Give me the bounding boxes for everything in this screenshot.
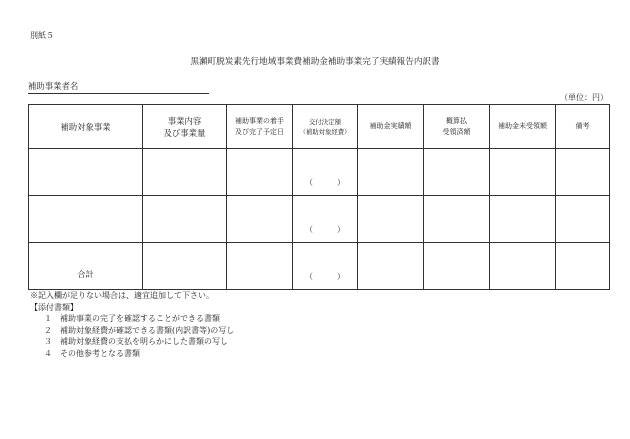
table-cell [490,243,556,290]
table-cell [556,196,610,243]
table-cell [490,196,556,243]
project-cell [29,149,143,196]
column-header [293,105,358,149]
table-body [29,149,610,290]
column-header [556,105,610,149]
table-cell [143,196,227,243]
attachment-item: ３ 補助対象経費の支払を明らかにした書類の写し [44,337,228,347]
document-title: 黒瀬町脱炭素先行地域事業費補助金補助事業完了実績報告内訳書 [190,57,440,67]
column-header-line: 備考 [575,122,590,130]
table-header-row [29,105,610,149]
column-header-line: 概算払 [446,116,467,125]
table-cell [490,149,556,196]
project-cell [29,243,143,290]
table-cell [358,149,424,196]
unit-label: （単位：円） [560,93,608,102]
column-header-line: 補助対象事業 [60,121,111,132]
column-header [490,105,556,149]
column-header-line: （補助対象経費） [299,127,351,136]
table-cell [227,149,293,196]
column-header-line: 補助金未受領額 [498,122,547,130]
decision-amount-cell [293,243,358,290]
table-cell [227,196,293,243]
column-header-line: 補助事業の着手 [235,116,284,125]
column-header-line: 事業内容 [167,115,202,126]
attachment-item: １ 補助事業の完了を確認することができる書類 [44,314,220,324]
column-header-line: 交付決定額 [309,117,341,126]
expense-detail-table [28,104,610,290]
row-label: 合計 [77,268,94,279]
table-row [29,196,610,243]
footnote: ※記入欄が足りない場合は、適宜追加して下さい。 [30,291,214,300]
table-cell [143,149,227,196]
table-cell [358,196,424,243]
attachment-item: ４ その他参考となる書類 [44,348,140,358]
subsidy-eligible-expense-placeholder: （ ） [305,225,345,234]
column-header-line: 及び事業量 [163,127,206,138]
applicant-name-field [28,80,209,94]
decision-amount-cell [293,196,358,243]
column-header-line: 補助金実績額 [369,122,412,130]
table-cell [556,149,610,196]
subsidy-eligible-expense-placeholder: （ ） [305,178,345,187]
table-row [29,149,610,196]
table-cell [424,243,490,290]
table-cell [358,243,424,290]
table-cell [556,243,610,290]
applicant-name-label: 補助事業者名 [28,81,79,91]
column-header [143,105,227,149]
column-header-line: 受領済額 [442,127,471,136]
subsidy-eligible-expense-placeholder: （ ） [305,272,345,281]
notes-section [30,290,234,360]
document-label: 別紙５ [30,31,54,40]
column-header [424,105,490,149]
column-header [227,105,293,149]
column-header [358,105,424,149]
project-cell [29,196,143,243]
table-cell [424,149,490,196]
table-cell [424,196,490,243]
table-row [29,243,610,290]
attachment-item: ２ 補助対象経費が確認できる書類(内訳書等)の写し [44,325,235,335]
attachments-heading: 【添付書類】 [30,302,78,312]
table-cell [143,243,227,290]
column-header-line: 及び完了予定日 [235,127,284,136]
column-header [29,105,143,149]
decision-amount-cell [293,149,358,196]
table-cell [227,243,293,290]
